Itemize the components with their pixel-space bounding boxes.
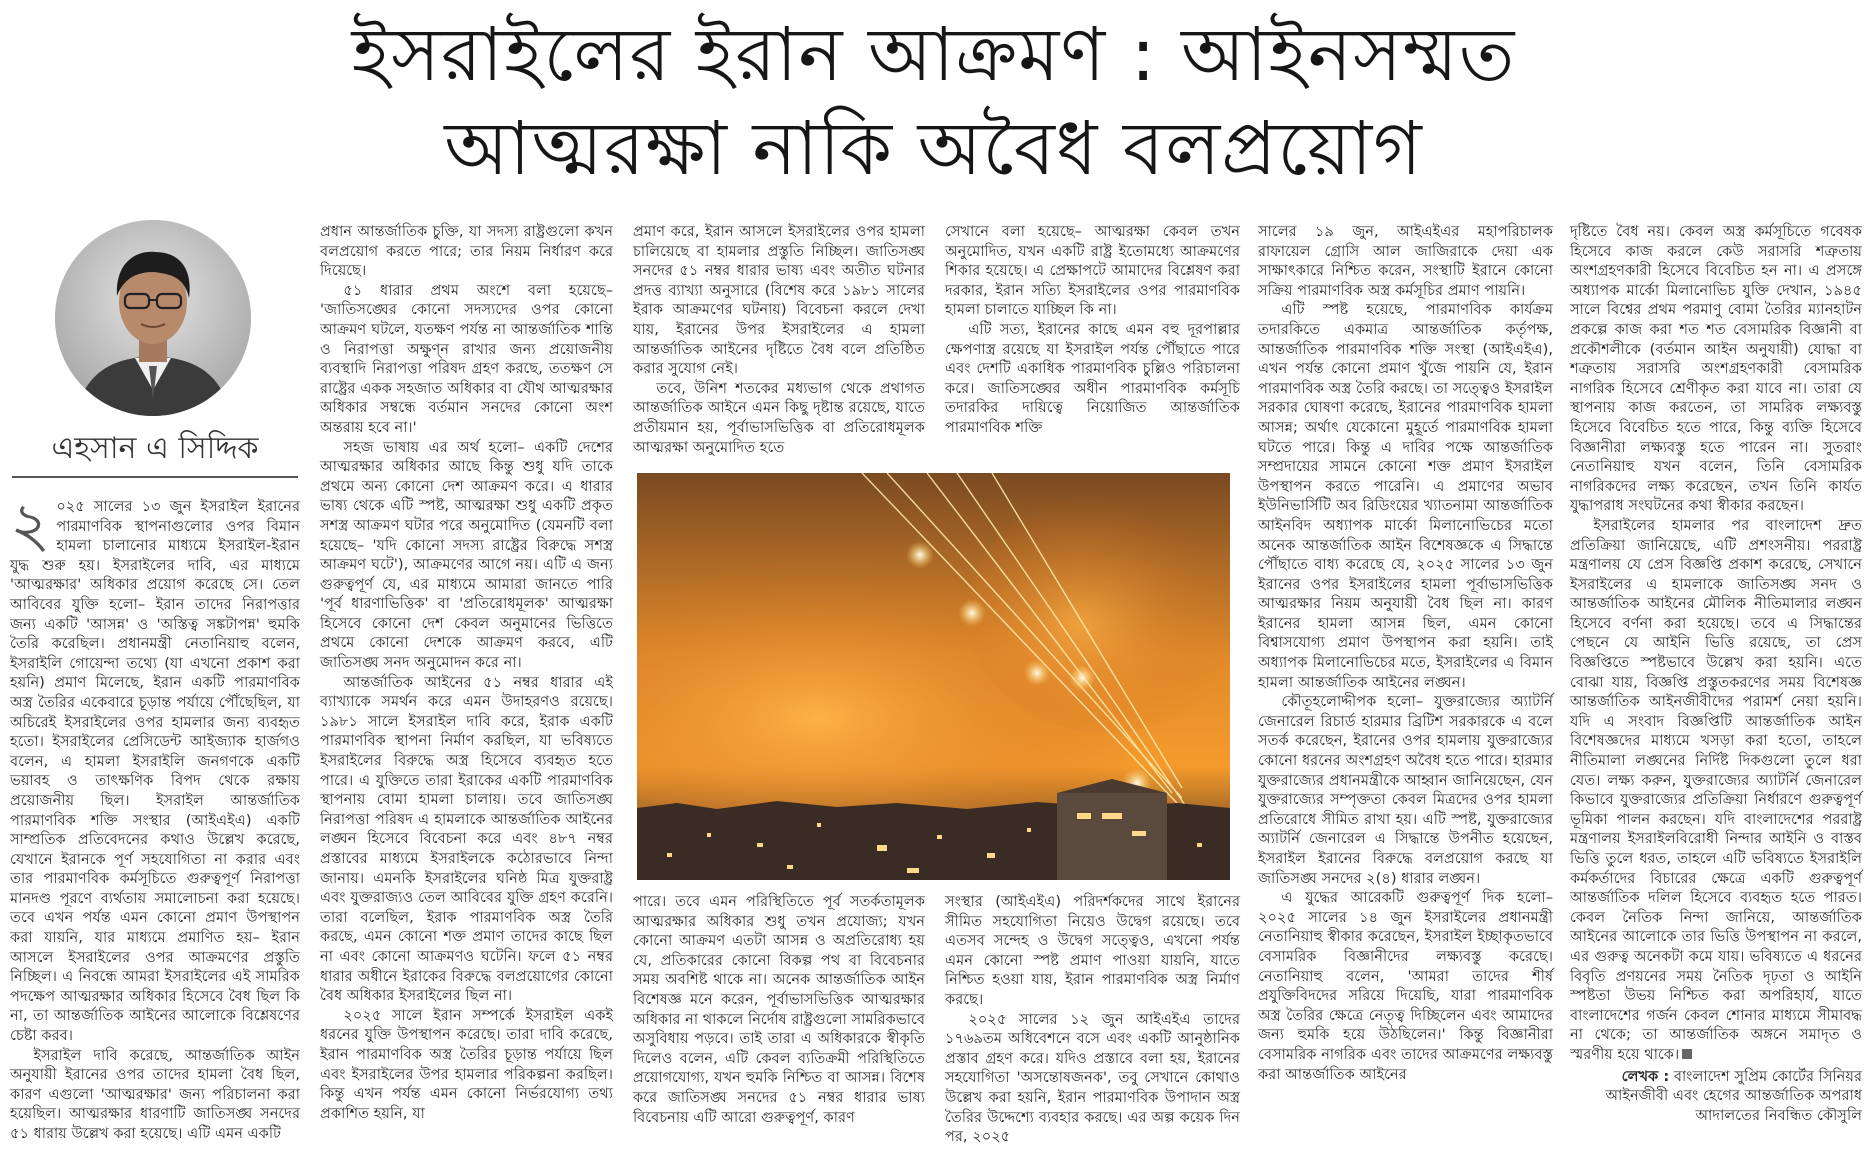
byline-label: লেখক :: [1621, 1067, 1670, 1085]
paragraph-text: আন্তর্জাতিক আইনের ৫১ নম্বর ধারার এই ব্যাখ্যাকে সমর্থন করে এমন উদাহরণও রয়েছে। ১৯৮১ সালে ইসরাইল দাবি করে, ইরাক একটি পারমাণবিক স্থাপনা নির্মাণ করছিল, যা ভবিষ্যতে ইসরাইলের বিরুদ্ধে অস্ত্র হিসেবে ব্যবহৃত হতে পারে। এ যুক্তিতে তারা ইরাকের একটি পারমাণবিক স্থাপনায় বোমা হামলা চালায়। তবে জাতিসঙ্ঘ নিরাপত্তা পরিষদ এ হামলাকে আন্তর্জাতিক আইনের লঙ্ঘন হিসেবে বিবেচনা করে এবং ৪৮৭ নম্বর প্রস্তাবের মাধ্যমে ইসরাইলকে কঠোরভাবে নিন্দা জানায়। এমনকি ইসরাইলের ঘনিষ্ঠ মিত্র যুক্তরাষ্ট্র এবং যুক্তরাজ্যও তেল আবিবের যুক্তি গ্রহণ করেনি। তারা বলেছিল, ইরাক পারমাণবিক অস্ত্র তৈরি করছে, এমন কোনো শক্ত প্রমাণ তাদের কাছে ছিল না এবং কোনো আক্রমণও ঘটেনি। ফলে ৫১ নম্বর ধারার অধীনে ইরাকের বিরুদ্ধে বলপ্রয়োগের কোনো বৈধ অধিকার ইসরাইলের ছিল না।: [320, 673, 613, 1005]
paragraph-text: ইসরাইল দাবি করেছে, আন্তর্জাতিক আইন অনুযায়ী ইরানের ওপর তাদের হামলা বৈধ ছিল, কারণ এগুলো 'আত্মরক্ষার' জন্য পরিচালনা করা হয়েছিল। আত্মরক্ষার ধারণাটি জাতিসঙ্ঘ সনদের ৫১ ধারায় উল্লেখ করা হয়েছে। এটি এমন একটি: [10, 1046, 300, 1142]
end-mark-icon: [1682, 1049, 1692, 1059]
author-name: এহসান এ সিদ্দিক: [51, 431, 259, 466]
paragraph-text: এটি স্পষ্ট হয়েছে, পারমাণবিক কার্যক্রম তদারকিতে একমাত্র আন্তর্জাতিক কর্তৃপক্ষ, আন্তর্জাতিক পারমাণবিক শক্তি সংস্থা (আইএইএ), এখন পর্যন্ত কোনো প্রমাণ খুঁজে পায়নি যে, ইরান পারমাণবিক অস্ত্র তৈরি করছে। তা সত্ত্বেও ইসরাইল সরকার ঘোষণা করেছে, ইরানের পারমাণবিক হামলা আসন্ন; অর্থাৎ যেকোনো মুহূর্তে পারমাণবিক হামলা ঘটতে পারে। কিন্তু এ দাবির পক্ষে আন্তর্জাতিক সম্প্রদায়ের সামনে কোনো শক্ত প্রমাণ ইসরাইল উপস্থাপন করতে পারেনি। এ প্রমাণের অভাব ইউনিভার্সিটি অব রিডিংয়ের খ্যাতনামা আন্তর্জাতিক আইনবিদ অধ্যাপক মার্কো মিলানোভিচের মতো অনেক আন্তর্জাতিক আইন বিশেষজ্ঞকে এ সিদ্ধান্তে পৌঁছাতে বাধ্য করেছে যে, ২০২৫ সালের ১৩ জুন ইরানের ওপর ইসরাইলের হামলা পূর্বাভাসভিত্তিক আত্মরক্ষার নিয়ম অনুযায়ী বৈধ ছিল না। কারণ ইরানের হামলা আসন্ন ছিল, এমন কোনো বিশ্বাসযোগ্য প্রমাণ উপস্থাপন করা হয়নি। তাই অধ্যাপক মিলানোভিচের মতে, ইসরাইলের এ বিমান হামলা আন্তর্জাতিক আইনের লঙ্ঘন।: [1258, 301, 1553, 691]
paragraph-text: ২০২৫ সালে ইরান সম্পর্কে ইসরাইল একই ধরনের যুক্তি উপস্থাপন করেছে। তারা দাবি করেছে, ইরান পারমাণবিক অস্ত্র তৈরির চূড়ান্ত পর্যায়ে ছিল এবং ইসরাইলের উপর হামলার পরিকল্পনা করছিল। কিন্তু এখন পর্যন্ত এমন কোনো নির্ভরযোগ্য তথ্য প্রকাশিত হয়নি, যা: [320, 1006, 613, 1122]
article-paragraph: [320, 222, 613, 281]
article-paragraph: [633, 892, 925, 1127]
article-column-4-top: [945, 222, 1240, 438]
article-column-1: [10, 488, 300, 1144]
article-column-2: [320, 222, 613, 1123]
author-byline: [1570, 1067, 1862, 1126]
paragraph-text: এ যুদ্ধের আরেকটি গুরুত্বপূর্ণ দিক হলো– ২০২৫ সালের ১৪ জুন ইসরাইলের প্রধানমন্ত্রী নেতানিয়াহু স্বীকার করেছেন, ইসরাইল ইচ্ছাকৃতভাবে বেসামরিক বিজ্ঞানীদের লক্ষ্যবস্তু করেছে। নেতানিয়াহু বলেন, 'আমরা তাদের শীর্ষ প্রযুক্তিবিদদের সরিয়ে দিয়েছি, যারা পারমাণবিক অস্ত্র তৈরির ক্ষেত্রে নেতৃত্ব দিচ্ছিলেন এবং আমাদের জন্য হুমকি হয়ে উঠছিলেন।' কিন্তু বিজ্ঞানীরা বেসামরিক নাগরিক এবং তাদের আক্রমণের লক্ষ্যবস্তু করা আন্তর্জাতিক আইনের: [1258, 889, 1553, 1083]
paragraph-text: ৫১ ধারার প্রথম অংশে বলা হয়েছে– 'জাতিসঙ্ঘের কোনো সদস্যদের ওপর কোনো আক্রমণ ঘটলে, যতক্ষণ পর্যন্ত না আন্তর্জাতিক শান্তি ও নিরাপত্তা অক্ষুণ্ন রাখার জন্য প্রয়োজনীয় ব্যবস্থাদি নিরাপত্তা পরিষদ গ্রহণ করছে, ততক্ষণ সে রাষ্ট্রের একক সহজাত অধিকার বা যৌথ আত্মরক্ষার অধিকার সম্বন্ধে বর্তমান সনদের কোনো অংশ অন্তরায় হবে না।': [320, 281, 613, 436]
article-paragraph: [945, 320, 1240, 438]
byline-text: বাংলাদেশ সুপ্রিম কোর্টের সিনিয়র আইনজীবী এবং হেগের আন্তর্জাতিক অপরাধ আদালতের নিবন্ধিত কৌসুলি: [1605, 1067, 1862, 1124]
author-photo: [55, 220, 251, 416]
paragraph-text: সেখানে বলা হয়েছে– আত্মরক্ষা কেবল তখন অনুমোদিত, যখন একটি রাষ্ট্র ইতোমধ্যে আক্রমণের শিকার হয়েছে। এ প্রেক্ষাপটে আমাদের বিশ্লেষণ করা দরকার, ইরান সত্যি ইসরাইলের ওপর পারমাণবিক হামলা চালাতে যাচ্ছিল কি না।: [945, 223, 1240, 319]
article-paragraph: [945, 892, 1240, 1010]
article-paragraph: [320, 281, 613, 438]
headline-line-2: আত্মরক্ষা নাকি অবৈধ বলপ্রয়োগ: [444, 106, 1423, 192]
article-column-5: [1258, 222, 1553, 1084]
article-paragraph: [10, 488, 300, 1046]
paragraph-text: সংস্থার (আইএইএ) পরিদর্শকদের সাথে ইরানের সীমিত সহযোগিতা নিয়েও উদ্বেগ রয়েছে। তবে এতসব সন্দেহ ও উদ্বেগ সত্ত্বেও, এখনো পর্যন্ত এমন কোনো স্পষ্ট প্রমাণ পাওয়া যায়নি, যাতে নিশ্চিত হওয়া যায়, ইরান পারমাণবিক অস্ত্র নির্মাণ করছে।: [945, 893, 1240, 1008]
article-column-6: [1570, 222, 1862, 1125]
paragraph-text: সালের ১৯ জুন, আইএইএর মহাপরিচালক রাফায়েল গ্রোসি আল জাজিরাকে দেয়া এক সাক্ষাৎকারে নিশ্চিত করেন, সংস্থাটি ইরানে কোনো সক্রিয় পারমাণবিক অস্ত্র কর্মসূচির প্রমাণ পায়নি।: [1258, 223, 1553, 299]
article-paragraph: [1258, 222, 1553, 300]
article-paragraph: [320, 673, 613, 1006]
article-paragraph: [1258, 692, 1553, 888]
paragraph-text: প্রমাণ করে, ইরান আসলে ইসরাইলের ওপর হামলা চালিয়েছে বা হামলার প্রস্তুতি নিচ্ছিল। জাতিসঙ্ঘ সনদের ৫১ নম্বর ধারার ভাষ্য এবং অতীত ঘটনার প্রদত্ত ব্যাখ্যা অনুসারে (বিশেষ করে ১৯৮১ সালের ইরাক আক্রমণের ঘটনায়) বিবেচনা করলে দেখা যায়, ইরানের উপর ইসরাইলের এ হামলা আন্তর্জাতিক আইনের দৃষ্টিতে বৈধ বলে প্রতিষ্ঠিত করার সুযোগ নেই।: [633, 223, 925, 378]
article-column-3-bottom: [633, 892, 925, 1127]
article-paragraph: [633, 379, 925, 457]
article-paragraph: [1570, 222, 1862, 516]
article-paragraph: [1258, 300, 1553, 692]
article-paragraph: [1570, 516, 1862, 1065]
paragraph-text: ইসরাইলের হামলার পর বাংলাদেশ দ্রুত প্রতিক্রিয়া জানিয়েছে, এটি প্রশংসনীয়। পররাষ্ট্র মন্ত্রণালয় যে প্রেস বিজ্ঞপ্তি প্রকাশ করেছে, সেখানে ইসরাইলের এ হামলাকে জাতিসঙ্ঘ সনদ ও আন্তর্জাতিক আইনের মৌলিক নীতিমালার লঙ্ঘন হিসেবে বর্ণনা করা হয়েছে। তবে এ সিদ্ধান্তের পেছনে যে আইনি ভিত্তি রয়েছে, তা প্রেস বিজ্ঞপ্তিতে স্পষ্টভাবে উল্লেখ করা হয়নি। এতে বোঝা যায়, বিজ্ঞপ্তি প্রস্তুতকরণের সময় বিশেষজ্ঞ আন্তর্জাতিক আইনজীবীদের পরামর্শ নেয়া হয়নি। যদি এ সংবাদ বিজ্ঞপ্তিটি আন্তর্জাতিক আইন বিশেষজ্ঞদের মাধ্যমে খসড়া করা হতো, তাহলে নীতিমালা লঙ্ঘনের নির্দিষ্ট দিকগুলো তুলে ধরা যেত। লক্ষ্য করুন, যুক্তরাজ্যের অ্যাটর্নি জেনারেল কিভাবে যুক্তরাজ্যের প্রতিক্রিয়া নির্ধারণে গুরুত্বপূর্ণ ভূমিকা পালন করছেন। যদি বাংলাদেশের পররাষ্ট্র মন্ত্রণালয় ইসরাইলবিরোধী নিন্দার আইনি ও বাস্তব ভিত্তি তুলে ধরত, তাহলে এটি ভবিষ্যতে ইসরাইলি কর্মকর্তাদের বিচারের ক্ষেত্রে একটি গুরুত্বপূর্ণ আন্তর্জাতিক দলিল হিসেবে ব্যবহৃত হতে পারত। কেবল নৈতিক নিন্দা জানিয়ে, আন্তর্জাতিক আইনের আলোকে তার ভিত্তি উপস্থাপন না করলে, এর গুরুত্ব অনেকটা কমে যায়। ভবিষ্যতে এ ধরনের বিবৃতি প্রণয়নের সময় নৈতিক দৃঢ়তা ও আইনি স্পষ্টতা উভয় নিশ্চিত করা অপরিহার্য, যাতে বাংলাদেশের গর্জন কেবল শোনার মাধ্যমে সীমাবদ্ধ না থেকে; তা আন্তর্জাতিক অঙ্গনে সমাদৃত ও স্মরণীয় হয়ে থাকে।: [1570, 516, 1862, 1063]
article-paragraph: [320, 438, 613, 673]
paragraph-text: ০২৫ সালের ১৩ জুন ইসরাইল ইরানের পারমাণবিক স্থাপনাগুলোর ওপর বিমান হামলা চালানোর মাধ্যমে ইসরাইল-ইরান যুদ্ধ শুরু হয়। ইসরাইলের দাবি, এর মাধ্যমে 'আত্মরক্ষার' অধিকার প্রয়োগ করেছে সে। তেল আবিবের যুক্তি হলো– ইরান তাদের নিরাপত্তার জন্য একটি 'আসন্ন' ও 'অস্তিত্ব সঙ্কটাপন্ন' হুমকি তৈরি করেছিল। প্রধানমন্ত্রী নেতানিয়াহু বলেন, ইসরাইলি গোয়েন্দা তথ্যে (যা এখনো প্রকাশ করা হয়নি) প্রমাণ মিলেছে, ইরান একটি পারমাণবিক অস্ত্র তৈরির একেবারে চূড়ান্ত পর্যায়ে পৌঁছেছিল, যা অচিরেই ইসরাইলের ওপর হামলার জন্য ব্যবহৃত হতো। ইসরাইলের প্রেসিডেন্ট আইজ্যাক হার্জগও বলেন, এ হামলা ইসরাইলি জনগণকে একটি ভয়াবহ ও তাৎক্ষণিক বিপদ থেকে রক্ষায় প্রয়োজনীয় ছিল। ইসরাইল আন্তর্জাতিক পারমাণবিক শক্তি সংস্থার (আইএইএ) একটি সাম্প্রতিক প্রতিবেদনের কথাও উল্লেখ করেছে, যেখানে ইরানকে পূর্ণ সহযোগিতা না করার এবং তার পারমাণবিক কর্মসূচিতে গুরুত্বপূর্ণ নিরাপত্তা মানদণ্ড পূরণে ব্যর্থতায় সমালোচনা করা হয়েছে। তবে এখন পর্যন্ত এমন কোনো প্রমাণ উপস্থাপন করা যায়নি, যার মাধ্যমে প্রমাণিত হয়– ইরান আসলে ইসরাইলের ওপর আক্রমণের প্রস্তুতি নিচ্ছিল। এ নিবন্ধে আমরা ইসরাইলের এই সামরিক পদক্ষেপ আত্মরক্ষার অধিকার হিসেবে বৈধ ছিল কি না, তা আন্তর্জাতিক আইনের আলোকে বিশ্লেষণের চেষ্টা করব।: [10, 498, 300, 1045]
article-paragraph: [10, 1046, 300, 1144]
article-paragraph: [633, 222, 925, 379]
article-column-4-bottom: [945, 892, 1240, 1147]
article-paragraph: [1258, 888, 1553, 1084]
drop-cap: ২: [10, 488, 51, 561]
article-paragraph: [945, 1010, 1240, 1147]
paragraph-text: এটি সত্য, ইরানের কাছে এমন বহু দূরপাল্লার ক্ষেপণাস্ত্র রয়েছে যা ইসরাইল পর্যন্ত পৌঁছাতে পারে এবং দেশটি একাধিক পারমাণবিক চুল্লিও পরিচালনা করে। জাতিসঙ্ঘের অধীন পারমাণবিক কর্মসূচি তদারকির দায়িত্বে নিয়োজিত আন্তর্জাতিক পারমাণবিক শক্তি: [945, 320, 1240, 436]
article-paragraph: [320, 1006, 613, 1124]
paragraph-text: তবে, উনিশ শতকের মধ্যভাগ থেকে প্রথাগত আন্তর্জাতিক আইনে এমন কিছু দৃষ্টান্ত রয়েছে, যাতে প্রতীয়মান হয়, পূর্বাভাসভিত্তিক বা প্রতিরোধমূলক আত্মরক্ষা অনুমোদিত হতে: [633, 379, 925, 456]
paragraph-text: ২০২৫ সালের ১২ জুন আইএইএ তাদের ১৭৬৯তম অধিবেশনে বসে এবং একটি আনুষ্ঠানিক প্রস্তাব গ্রহণ করে। যদিও প্রস্তাবে বলা হয়, ইরানের সহযোগিতা 'অসন্তোষজনক', তবু সেখানে কোথাও উল্লেখ করা হয়নি, ইরান পারমাণবিক উপাদান অস্ত্র তৈরির উদ্দেশ্যে ব্যবহার করছে। এর অল্প কয়েক দিন পর, ২০২৫: [945, 1010, 1240, 1146]
article-paragraph: [945, 222, 1240, 320]
divider: [12, 476, 298, 478]
headline-line-1: ইসরাইলের ইরান আক্রমণ : আইনসম্মত: [351, 12, 1516, 98]
article-column-3-top: [633, 222, 925, 457]
paragraph-text: দৃষ্টিতে বৈধ নয়। কেবল অস্ত্র কর্মসূচিতে গবেষক হিসেবে কাজ করলে কেউ সরাসরি শত্রুতায় অংশগ্রহণকারী হিসেবে বিবেচিত হন না। এ প্রসঙ্গে অধ্যাপক মার্কো মিলানোভিচ যুক্তি দেখান, ১৯৪৫ সালে বিশ্বের প্রথম পরমাণু বোমা তৈরির ম্যানহাটন প্রকল্পে কাজ করা শত শত বেসামরিক বিজ্ঞানী বা প্রকৌশলীকে (বর্তমান আইন অনুযায়ী) যোদ্ধা বা শত্রুতায় সরাসরি অংশগ্রহণকারী বেসামরিক নাগরিক হিসেবে শ্রেণীকৃত করা যাবে না। তারা যে স্থাপনায় কাজ করতেন, তা সামরিক লক্ষ্যবস্তু হিসেবে বিবেচিত হতে পারে, কিন্তু ব্যক্তি হিসেবে বিজ্ঞানীরা লক্ষ্যবস্তু হতে পারেন না। সুতরাং নেতানিয়াহু যখন বলেন, তিনি বেসামরিক নাগরিকদের লক্ষ্য করেছেন, তখন তিনি কার্যত যুদ্ধাপরাধ সংঘটনের কথা স্বীকার করছেন।: [1570, 223, 1862, 515]
paragraph-text: কৌতূহলোদ্দীপক হলো– যুক্তরাজ্যের অ্যাটর্নি জেনারেল রিচার্ড হারমার ব্রিটিশ সরকারকে এ বলে সতর্ক করেছেন, ইরানের ওপর হামলায় যুক্তরাজ্যের কোনো ধরনের অংশগ্রহণ অবৈধ হতে পারে। হারমার যুক্তরাজ্যের প্রধানমন্ত্রীকে আহ্বান জানিয়েছেন, যেন যুক্তরাজ্যের সম্পৃক্ততা কেবল মিত্রদের ওপর হামলা প্রতিরোধে সীমিত রাখা হয়। এটি স্পষ্ট, যুক্তরাজ্যের অ্যাটর্নি জেনারেল এ সিদ্ধান্তে উপনীত হয়েছেন, ইসরাইল ইরানের বিরুদ্ধে বলপ্রয়োগ করছে যা জাতিসঙ্ঘ সনদের ২(৪) ধারার লঙ্ঘন।: [1258, 693, 1553, 887]
paragraph-text: প্রধান আন্তর্জাতিক চুক্তি, যা সদস্য রাষ্ট্রগুলো কখন বলপ্রয়োগ করতে পারে; তার নিয়ম নির্ধারণ করে দিয়েছে।: [320, 223, 613, 280]
paragraph-text: পারে। তবে এমন পরিস্থিতিতে পূর্ব সতর্কতামূলক আত্মরক্ষার অধিকার শুধু তখন প্রযোজ্য; যখন কোনো আক্রমণ এতটা আসন্ন ও অপ্রতিরোধ্য হয় যে, প্রতিকারের কোনো বিকল্প পথ বা বিবেচনার সময় অবশিষ্ট থাকে না। অনেক আন্তর্জাতিক আইন বিশেষজ্ঞ মনে করেন, পূর্বাভাসভিত্তিক আত্মরক্ষার অধিকার না থাকলে নির্দোষ রাষ্ট্রগুলো সামরিকভাবে অসুবিধায় পড়বে। তাই তারা এ অধিকারকে স্বীকৃতি দিলেও বলেন, এটি কেবল ব্যতিক্রমী পরিস্থিতিতে প্রয়োগযোগ্য, যখন হুমকি নিশ্চিত বা আসন্ন। বিশেষ করে জাতিসঙ্ঘ সনদের ৫১ নম্বর ধারার ভাষ্য বিবেচনায় এটি আরো গুরুত্বপূর্ণ, কারণ: [633, 893, 925, 1126]
news-photo-missile-strike: [637, 473, 1230, 880]
paragraph-text: সহজ ভাষায় এর অর্থ হলো– একটি দেশের আত্মরক্ষার অধিকার আছে কিন্তু শুধু যদি তাকে প্রথমে অন্য কোনো দেশ আক্রমণ করে। এ ধারার ভাষ্য থেকে এটি স্পষ্ট, আত্মরক্ষা শুধু একটি প্রকৃত সশস্ত্র আক্রমণ ঘটার পরে অনুমোদিত (যেমনটি বলা হয়েছে– 'যদি কোনো সদস্য রাষ্ট্রের বিরুদ্ধে সশস্ত্র আক্রমণ ঘটে'), আক্রমণের আগে নয়। এটি এ জন্য গুরুত্বপূর্ণ যে, এর মাধ্যমে আমারা জানতে পারি 'পূর্ব ধারণাভিত্তিক' বা 'প্রতিরোধমূলক' আত্মরক্ষা হিসেবে কোনো দেশ কেবল অনুমানের ভিত্তিতে প্রথমে কোনো দেশকে আক্রমণ করবে, এটি জাতিসঙ্ঘ সনদ অনুমোদন করে না।: [320, 438, 613, 672]
